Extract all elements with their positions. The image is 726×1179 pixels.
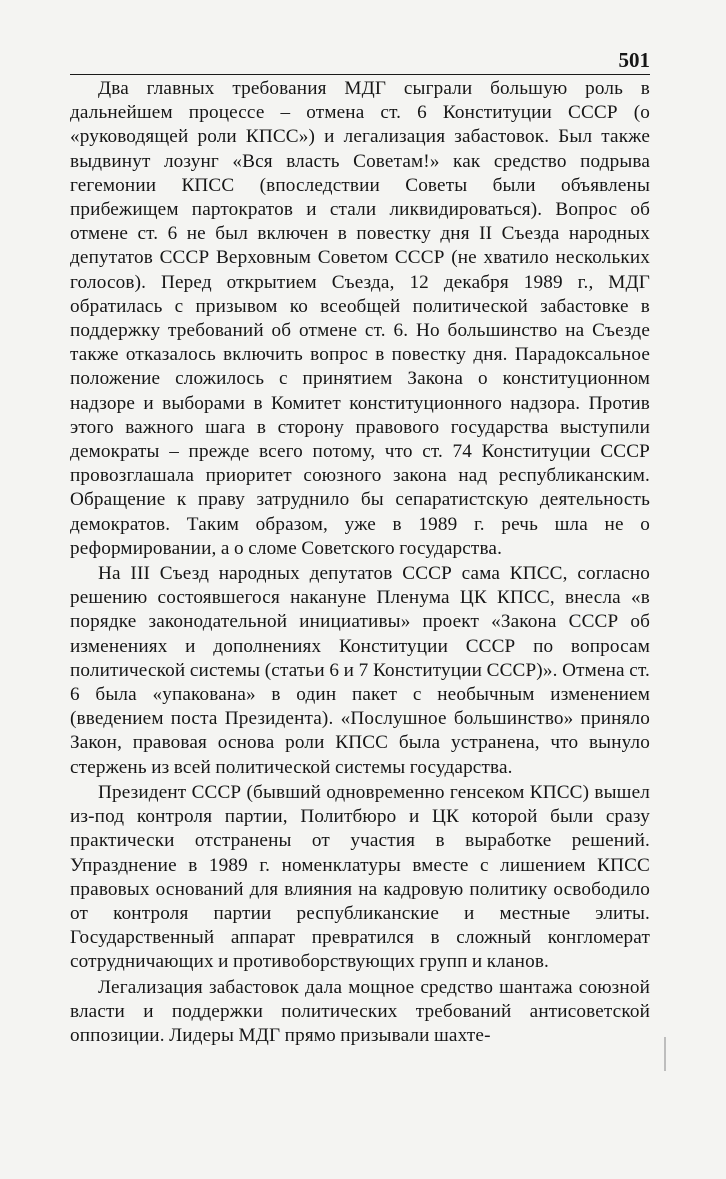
- book-page: [70, 46, 650, 1049]
- paragraph: На III Съезд народных депутатов СССР сама КПСС, согласно решению состоявшегося накануне Пленума ЦК КПСС, внесла «в порядке законодательной инициативы» проект «Закона СССР об изменениях и дополнениях Конституции СССР по вопросам политической системы (статьи 6 и 7 Конституции СССР)». Отмена ст. 6 была «упакована» в один пакет с необычным изменением (введением поста Президента). «Послушное большинство» приняло Закон, правовая основа роли КПСС была устранена, что вынуло стержень из всей политической системы государства.: [70, 563, 650, 778]
- page-number: 501: [618, 48, 650, 72]
- paragraph: Президент СССР (бывший одновременно генсеком КПСС) вышел из-под контроля партии, Политбюро и ЦК которой были сразу практически отстранены от участия в выработке решений. Упразднение в 1989 г. номенклатуры вместе с лишением КПСС правовых оснований для влияния на кадровую политику освободило от контроля партии республиканские и местные элиты. Государственный аппарат превратился в сложный конгломерат сотрудничающих и противоборствующих групп и кланов.: [70, 781, 650, 973]
- margin-mark: [664, 1037, 666, 1071]
- page-body: [70, 77, 650, 1048]
- paragraph: Два главных требования МДГ сыграли большую роль в дальнейшем процессе – отмена ст. 6 Конституции СССР (о «руководящей роли КПСС») и легализация забастовок. Был также выдвинут лозунг «Вся власть Советам!» как средство подрыва гегемонии КПСС (впоследствии Советы были объявлены прибежищем партократов и стали ликвидироваться). Вопрос об отмене ст. 6 не был включен в повестку дня II Съезда народных депутатов СССР Верховным Советом СССР (не хватило нескольких голосов). Перед открытием Съезда, 12 декабря 1989 г., МДГ обратилась с призывом ко всеобщей политической забастовке в поддержку требований об отмене ст. 6. Но большинство на Съезде также отказалось включить вопрос в повестку дня. Парадоксальное положение сложилось с принятием Закона о конституционном надзоре и выборами в Комитет конституционного надзора. Против этого важного шага в сторону правового государства выступили демократы – прежде всего потому, что ст. 74 Конституции СССР провозглашала приоритет союзного закона над республиканским. Обращение к праву затруднило бы сепаратистскую деятельность демократов. Таким образом, уже в 1989 г. речь шла не о реформировании, а о сломе Советского государства.: [70, 78, 650, 559]
- paragraph: Легализация забастовок дала мощное средство шантажа союзной власти и поддержки политических требований антисоветской оппозиции. Лидеры МДГ прямо призывали шахте-: [70, 976, 650, 1046]
- page-header: [70, 46, 650, 75]
